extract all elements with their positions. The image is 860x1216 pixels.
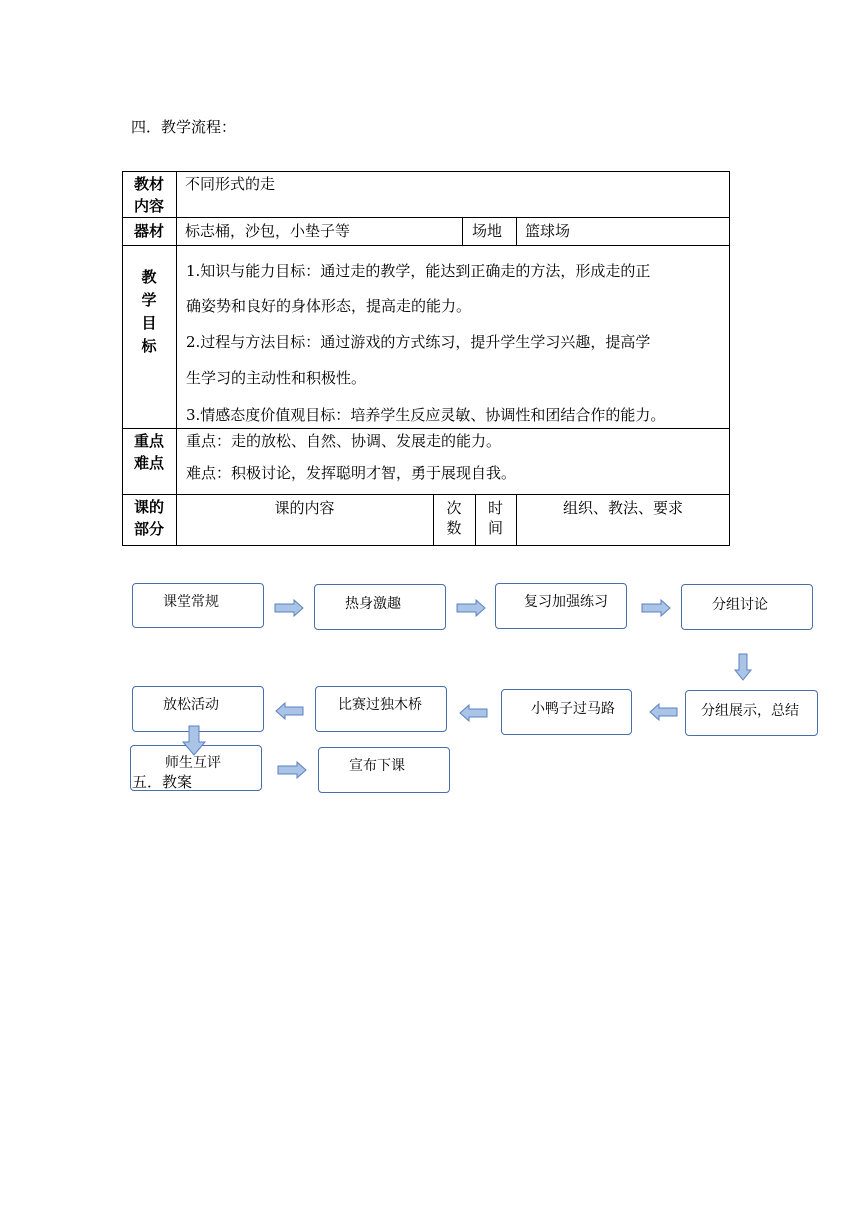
arrow-left-icon bbox=[276, 703, 303, 719]
content-label: 教材 内容 bbox=[133, 175, 164, 215]
flow-step-1: 课堂常规 bbox=[132, 583, 264, 628]
equipment-value: 标志桶，沙包，小垫子等 bbox=[185, 222, 351, 240]
flow-step-8: 放松活动 bbox=[132, 686, 264, 732]
flow-step-2: 热身激趣 bbox=[314, 584, 446, 630]
flow-step-4: 分组讨论 bbox=[681, 584, 813, 630]
arrow-down-icon bbox=[735, 654, 751, 680]
venue-label: 场地 bbox=[472, 222, 503, 240]
col-header-count: 次 数 bbox=[446, 499, 462, 537]
objectives-label: 教 学 目 标 bbox=[141, 268, 157, 355]
objective-line-2: 确姿势和良好的身体形态，提高走的能力。 bbox=[186, 297, 472, 315]
flow-step-9: 师生互评 bbox=[130, 745, 262, 791]
equipment-label: 器材 bbox=[133, 222, 164, 240]
col-header-time: 时 间 bbox=[487, 499, 503, 537]
arrow-down-icon bbox=[183, 726, 205, 755]
arrow-right-icon bbox=[278, 762, 306, 778]
venue-value: 篮球场 bbox=[525, 222, 571, 240]
arrow-right-icon bbox=[457, 600, 485, 616]
col-header-org: 组织、教法、要求 bbox=[562, 499, 683, 517]
keypoints-label: 重点 难点 bbox=[133, 432, 164, 472]
flow-step-5: 分组展示，总结 bbox=[685, 690, 818, 736]
flow-step-6: 小鸭子过马路 bbox=[501, 689, 632, 735]
part-label: 课的 部分 bbox=[133, 498, 164, 538]
objective-line-4: 生学习的主动性和积极性。 bbox=[186, 369, 367, 387]
section-5-heading: 五．教案 bbox=[132, 773, 193, 791]
col-header-content: 课的内容 bbox=[274, 499, 335, 517]
keypoint-text: 重点：走的放松、自然、协调、发展走的能力。 bbox=[186, 432, 502, 450]
content-value: 不同形式的走 bbox=[185, 175, 276, 193]
difficulty-text: 难点：积极讨论，发挥聪明才智，勇于展现自我。 bbox=[186, 464, 517, 482]
arrow-left-icon bbox=[650, 704, 677, 720]
objective-line-5: 3.情感态度价值观目标：培养学生反应灵敏、协调性和团结合作的能力。 bbox=[186, 406, 666, 424]
section-4-heading: 四．教学流程： bbox=[131, 118, 237, 136]
objective-line-3: 2.过程与方法目标：通过游戏的方式练习，提升学生学习兴趣，提高学 bbox=[186, 333, 651, 351]
flow-step-7: 比赛过独木桥 bbox=[315, 686, 447, 732]
flow-step-10: 宣布下课 bbox=[318, 747, 450, 793]
arrow-right-icon bbox=[642, 600, 670, 616]
objective-line-1: 1.知识与能力目标：通过走的教学，能达到正确走的方法，形成走的正 bbox=[186, 262, 651, 280]
flow-step-3: 复习加强练习 bbox=[495, 583, 627, 629]
arrow-left-icon bbox=[460, 705, 487, 721]
arrow-right-icon bbox=[275, 600, 303, 616]
